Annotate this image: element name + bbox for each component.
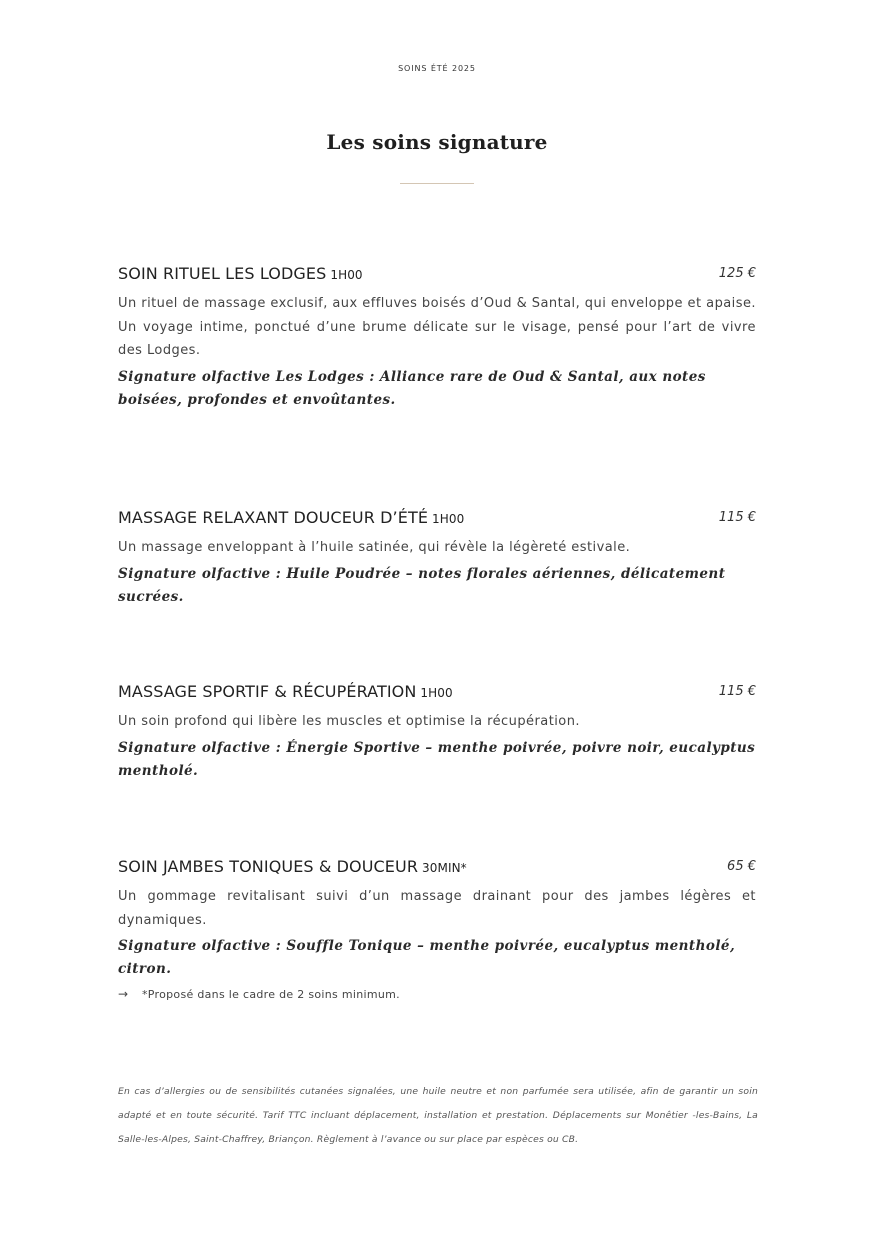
page-title: Les soins signature	[326, 130, 548, 154]
service-name: SOIN JAMBES TONIQUES & DOUCEUR 30MIN*	[118, 857, 467, 876]
service-item	[118, 682, 756, 783]
service-price: 115 €	[718, 510, 756, 525]
service-duration: 1H00	[432, 512, 465, 526]
service-duration: 30MIN*	[422, 861, 467, 875]
service-signature: Signature olfactive : Énergie Sportive – menthe poivrée, poivre noir, eucalyptus mentholé.	[118, 739, 756, 779]
service-price: 115 €	[718, 684, 756, 699]
title-divider	[400, 183, 474, 184]
service-duration: 1H00	[420, 686, 453, 700]
service-price: 125 €	[718, 266, 756, 281]
arrow-right-icon: →	[118, 987, 129, 1001]
service-item	[118, 857, 756, 1001]
service-description: Un massage enveloppant à l’huile satinée, qui révèle la légèreté estivale.	[118, 540, 631, 555]
service-signature: Signature olfactive : Huile Poudrée – notes florales aériennes, délicatement sucrées.	[118, 565, 726, 605]
service-duration: 1H00	[330, 268, 363, 282]
service-price: 65 €	[727, 859, 756, 874]
service-name: MASSAGE SPORTIF & RÉCUPÉRATION 1H00	[118, 682, 453, 701]
page-kicker: SOINS ÉTÉ 2025	[398, 64, 476, 73]
service-description: Un gommage revitalisant suivi d’un massage drainant pour des jambes légères et dynamiques.	[118, 889, 756, 928]
service-name: MASSAGE RELAXANT DOUCEUR D’ÉTÉ 1H00	[118, 508, 465, 527]
service-footnote	[118, 987, 756, 1001]
service-item	[118, 264, 756, 412]
service-signature: Signature olfactive Les Lodges : Alliance rare de Oud & Santal, aux notes boisées, profondes et envoûtantes.	[118, 368, 706, 408]
service-name: SOIN RITUEL LES LODGES 1H00	[118, 264, 363, 283]
service-description: Un soin profond qui libère les muscles et optimise la récupération.	[118, 714, 580, 729]
service-signature: Signature olfactive : Souffle Tonique – menthe poivrée, eucalyptus mentholé, citron.	[118, 938, 736, 977]
service-description: Un rituel de massage exclusif, aux effluves boisés d’Oud & Santal, qui enveloppe et apaise. Un voyage intime, ponctué d’une brume délicate sur le visage, pensé pour l’art de vivre des Lodges.	[118, 296, 756, 358]
service-footnote-text: *Proposé dans le cadre de 2 soins minimum.	[142, 988, 400, 1001]
service-item	[118, 508, 756, 609]
legal-footer: En cas d’allergies ou de sensibilités cutanées signalées, une huile neutre et non parfumée sera utilisée, afin de garantir un soin adapté et en toute sécurité. Tarif TTC incluant déplacement, installation et prestation. Déplacements sur Monêtier -les-Bains, La Salle-les-Alpes, Saint-Chaffrey, Briançon. Règlement à l’avance ou sur place par espèces ou CB.	[118, 1086, 758, 1145]
